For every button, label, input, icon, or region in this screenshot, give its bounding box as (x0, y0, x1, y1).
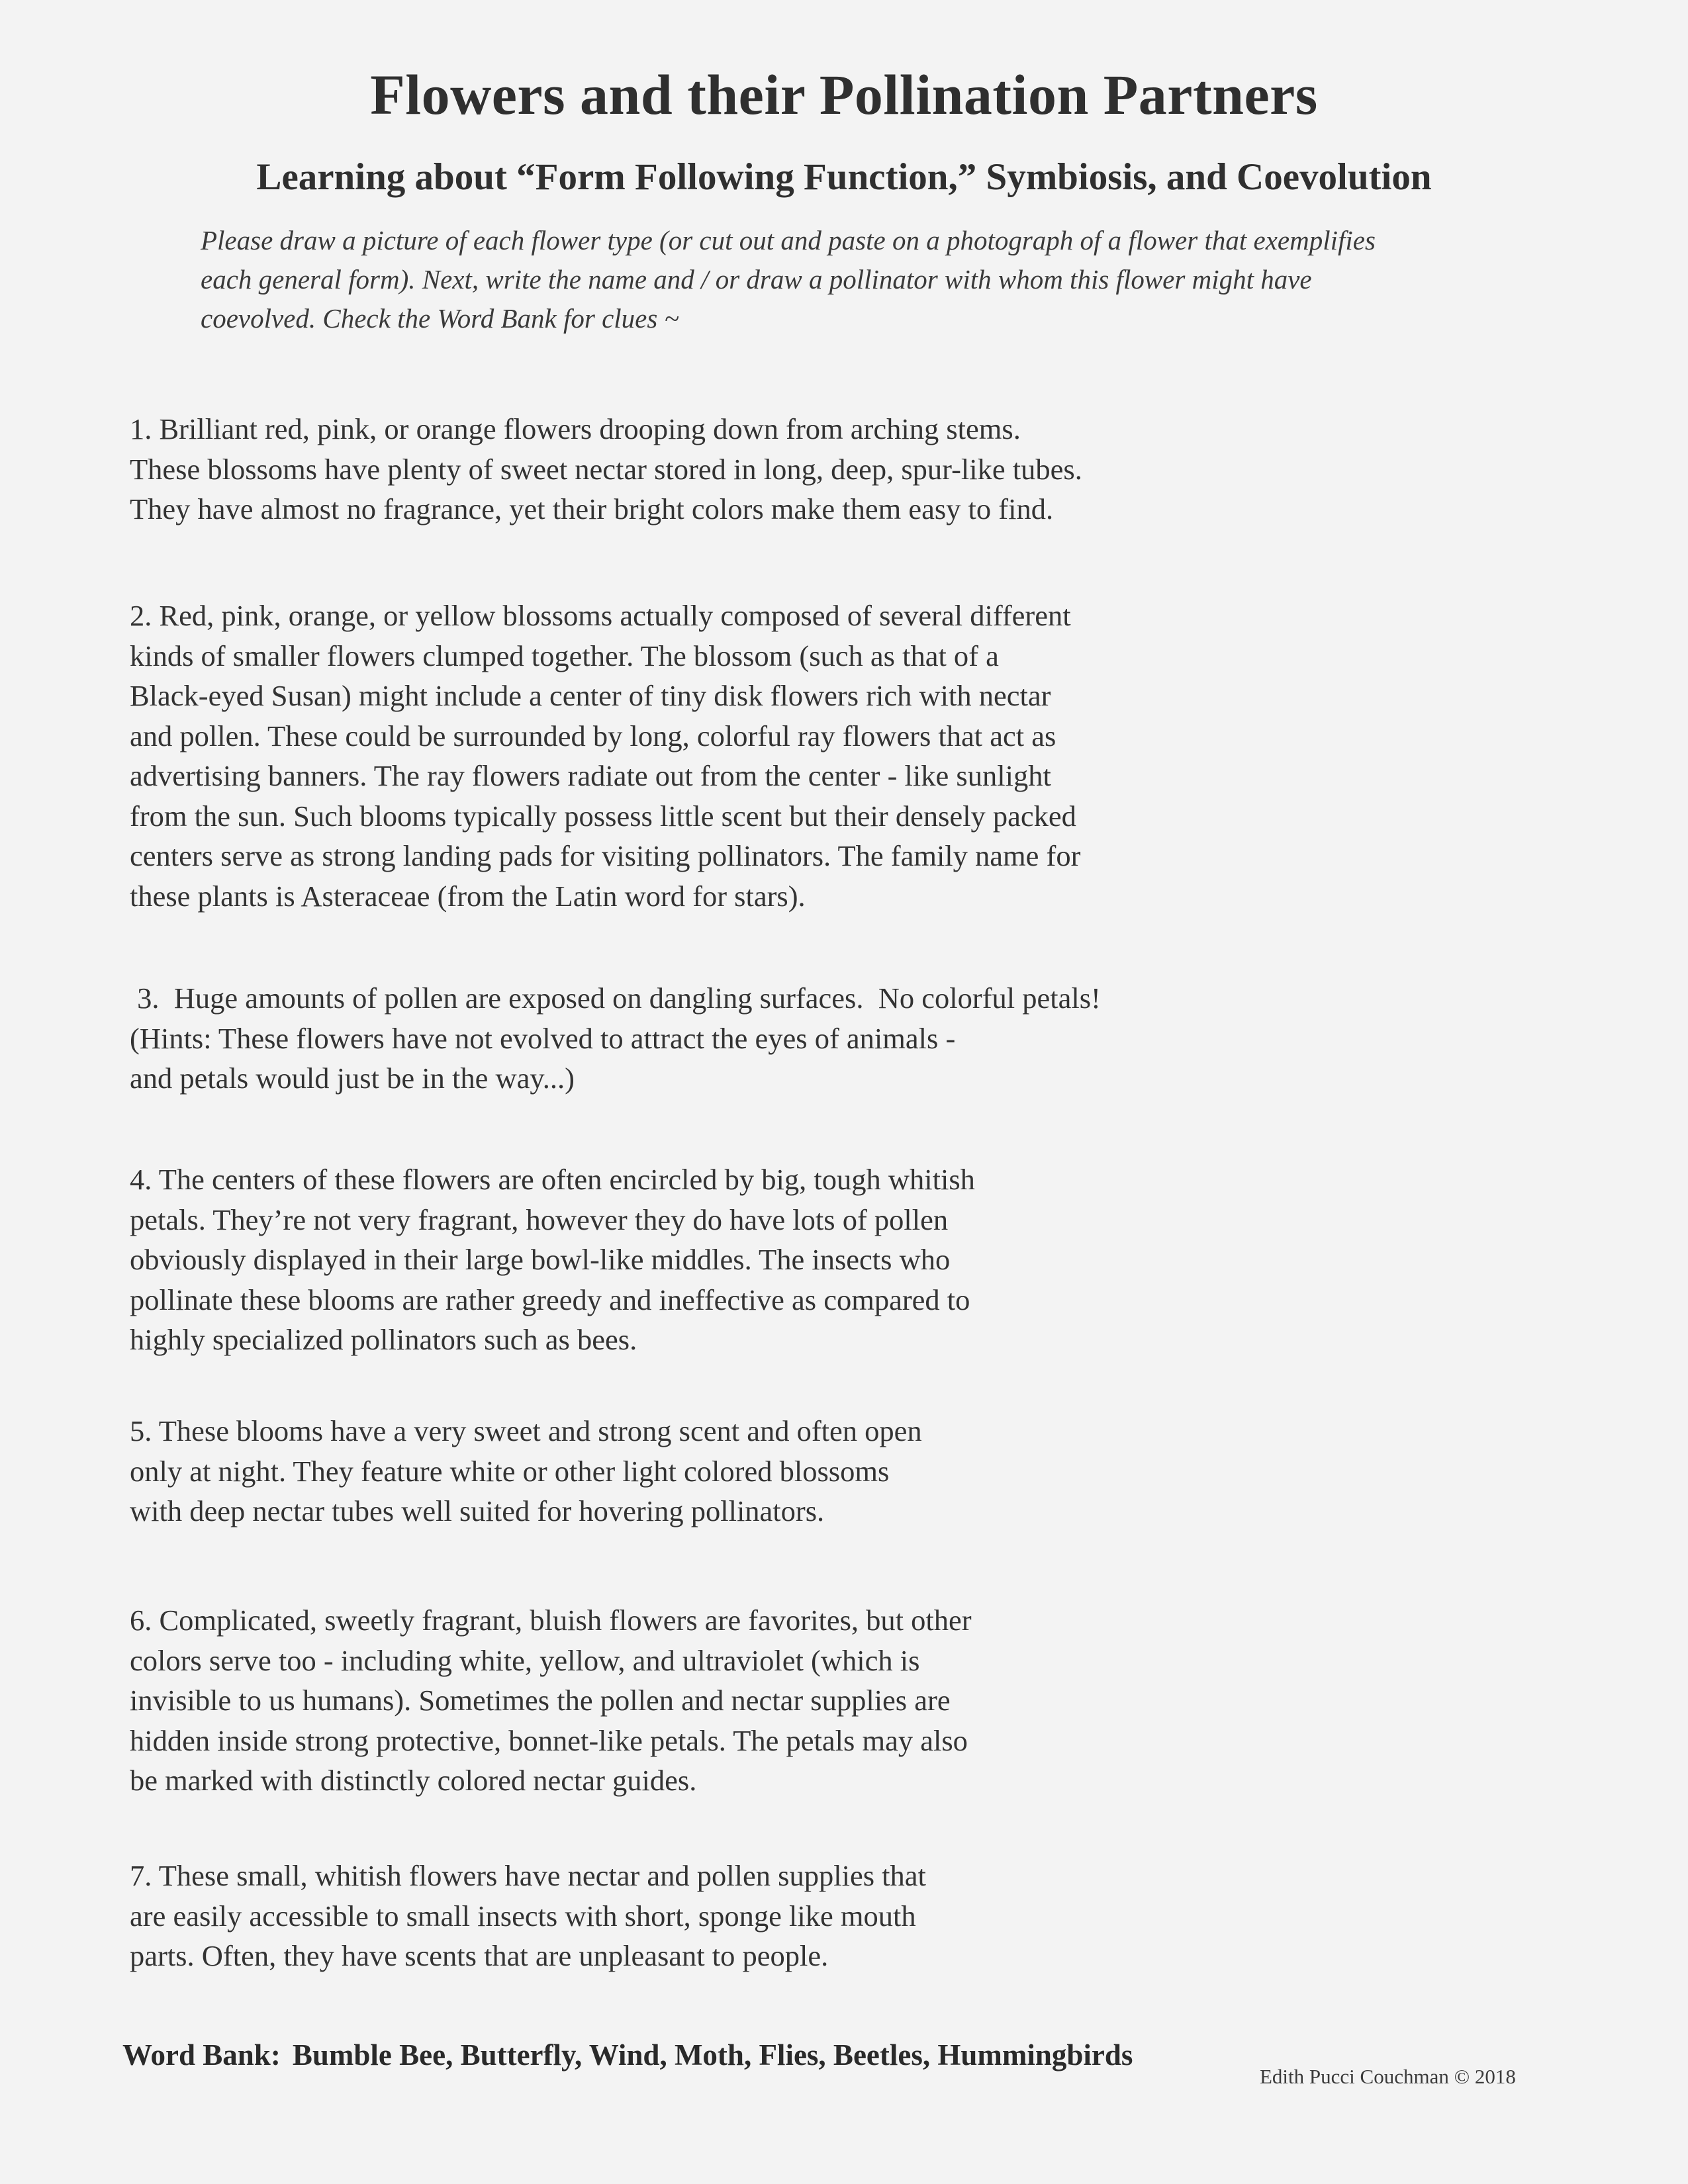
description-line: are easily accessible to small insects with short, sponge like mouth (130, 1899, 916, 1933)
description-line: be marked with distinctly colored nectar guides. (130, 1764, 697, 1797)
description-line: parts. Often, they have scents that are unpleasant to people. (130, 1939, 829, 1972)
description-line: Black-eyed Susan) might include a center of tiny disk flowers rich with nectar (130, 679, 1051, 712)
description-line: 1. Brilliant red, pink, or orange flowers drooping down from arching stems. (130, 412, 1021, 445)
description-line: 2. Red, pink, orange, or yellow blossoms actually composed of several different (130, 599, 1071, 632)
description-line: kinds of smaller flowers clumped together. The blossom (such as that of a (130, 639, 999, 672)
description-line: 5. These blooms have a very sweet and strong scent and often open (130, 1414, 922, 1447)
description-line: with deep nectar tubes well suited for hovering pollinators. (130, 1494, 825, 1527)
flower-description-6 (130, 1600, 972, 1801)
description-line: 4. The centers of these flowers are often encircled by big, tough whitish (130, 1163, 975, 1196)
flower-description-2 (130, 596, 1080, 916)
description-line: highly specialized pollinators such as bees. (130, 1323, 637, 1356)
flower-description-5 (130, 1411, 922, 1531)
page-subtitle: Learning about “Form Following Function,” Symbiosis, and Coevolution (256, 156, 1432, 198)
description-line: 3. Huge amounts of pollen are exposed on dangling surfaces. No colorful petals! (130, 981, 1101, 1015)
description-line: these plants is Asteraceae (from the Latin word for stars). (130, 879, 806, 913)
description-line: advertising banners. The ray flowers radiate out from the center - like sunlight (130, 759, 1051, 792)
word-bank-words: Bumble Bee, Butterfly, Wind, Moth, Flies, Beetles, Hummingbirds (292, 2038, 1133, 2071)
description-line: 6. Complicated, sweetly fragrant, bluish flowers are favorites, but other (130, 1604, 972, 1637)
copyright-notice: Edith Pucci Couchman © 2018 (1260, 2065, 1516, 2088)
instructions-line: coevolved. Check the Word Bank for clues ~ (201, 303, 679, 334)
description-line: petals. They’re not very fragrant, however they do have lots of pollen (130, 1203, 949, 1236)
flower-description-4 (130, 1160, 975, 1360)
description-line: obviously displayed in their large bowl-like middles. The insects who (130, 1243, 951, 1276)
word-bank-label: Word Bank: (122, 2038, 281, 2071)
instructions (201, 221, 1498, 338)
flower-description-3 (130, 978, 1101, 1099)
description-line: invisible to us humans). Sometimes the pollen and nectar supplies are (130, 1684, 951, 1717)
description-line: They have almost no fragrance, yet their bright colors make them easy to find. (130, 492, 1054, 525)
flower-description-1 (130, 409, 1082, 529)
description-line: from the sun. Such blooms typically possess little scent but their densely packed (130, 799, 1076, 833)
description-line: (Hints: These flowers have not evolved to attract the eyes of animals - (130, 1021, 956, 1055)
description-line: pollinate these blooms are rather greedy and ineffective as compared to (130, 1283, 970, 1316)
description-line: hidden inside strong protective, bonnet-like petals. The petals may also (130, 1723, 968, 1757)
description-line: and petals would just be in the way...) (130, 1062, 575, 1095)
description-line: centers serve as strong landing pads for visiting pollinators. The family name for (130, 839, 1081, 872)
instructions-line: Please draw a picture of each flower type (or cut out and paste on a photograph of a flower that exemplifies (201, 225, 1376, 255)
description-line: 7. These small, whitish flowers have nectar and pollen supplies that (130, 1859, 926, 1892)
description-line: These blossoms have plenty of sweet nectar stored in long, deep, spur-like tubes. (130, 452, 1082, 486)
description-line: colors serve too - including white, yellow, and ultraviolet (which is (130, 1643, 920, 1677)
description-line: only at night. They feature white or other light colored blossoms (130, 1454, 890, 1488)
flower-description-7 (130, 1856, 926, 1976)
word-bank (122, 2035, 1133, 2075)
instructions-line: each general form). Next, write the name and / or draw a pollinator with whom this flower might have (201, 264, 1312, 295)
description-line: and pollen. These could be surrounded by long, colorful ray flowers that act as (130, 719, 1056, 752)
page-title: Flowers and their Pollination Partners (370, 63, 1318, 126)
